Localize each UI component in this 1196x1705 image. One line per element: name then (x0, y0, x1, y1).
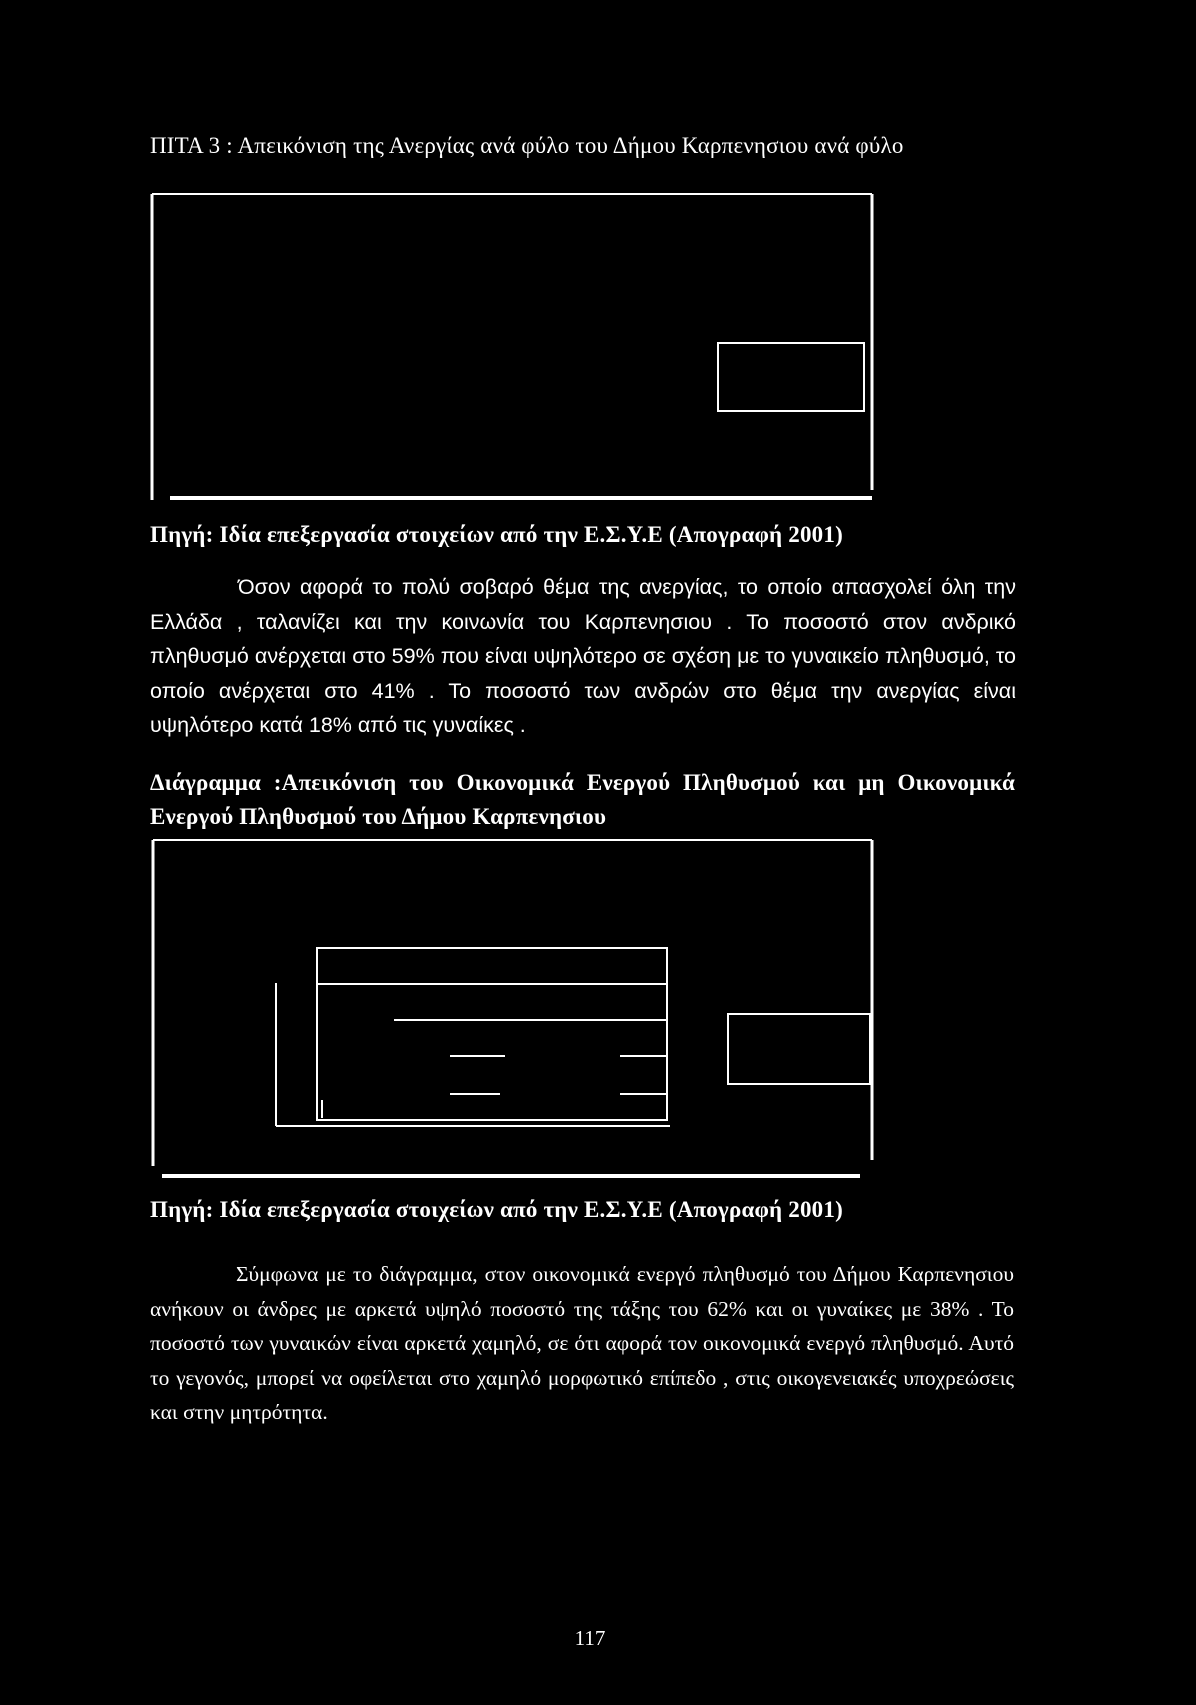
economic-activity-chart (150, 830, 880, 1180)
bar-chart-source: Πηγή: Ιδία επεξεργασία στοιχείων από την Ε.Σ.Υ.Ε (Απογραφή 2001) (150, 1197, 843, 1222)
unemployment-pie-chart (150, 190, 880, 505)
chart-legend-box (718, 343, 864, 411)
pie-chart-source: Πηγή: Ιδία επεξεργασία στοιχείων από την Ε.Σ.Υ.Ε (Απογραφή 2001) (150, 522, 843, 547)
bar-chart-heading: Διάγραμμα :Απεικόνιση του Οικονομικά Ενεργού Πληθυσμού και μη Οικονομικά Ενεργού Πληθυσμού του Δήμου Καρπενησιου (150, 770, 1015, 829)
economic-activity-paragraph: Σύμφωνα με το διάγραμμα, στον οικονομικά ενεργό πληθυσμό του Δήμου Καρπενησιου ανήκουν οι άνδρες με αρκετά υψηλό ποσοστό της τάξης του 62% και οι γυναίκες με 38% . Το ποσοστό των γυναικών είναι αρκετά χαμηλό, σε ότι αφορά τον οικονομικά ενεργό πληθυσμό. Αυτό το γεγονός, μπορεί να οφείλεται στο χαμηλό μορφωτικό επίπεδο , στις οικογενειακές υποχρεώσεις και στην μητρότητα. (150, 1262, 1014, 1424)
chart-plot-area (276, 948, 670, 1126)
unemployment-paragraph: Όσον αφορά το πολύ σοβαρό θέμα της ανεργίας, το οποίο απασχολεί όλη την Ελλάδα , ταλανίζει και την κοινωνία του Καρπενησιου . Το ποσοστό στον ανδρικό πληθυσμό ανέρχεται στο 59% που είναι υψηλότερο σε σχέση με το γυναικείο πληθυσμό, το οποίο ανέρχεται στο 41% . Το ποσοστό των ανδρών στο θέμα την ανεργίας είναι υψηλότερο κατά 18% από τις γυναίκες . (150, 575, 1016, 737)
pie-chart-heading: ΠΙΤΑ 3 : Απεικόνιση της Ανεργίας ανά φύλο του Δήμου Καρπενησιου ανά φύλο (150, 133, 904, 158)
chart-legend-box (728, 1014, 870, 1084)
page-number: 117 (574, 1626, 606, 1650)
chart-frame-outline (152, 194, 872, 500)
